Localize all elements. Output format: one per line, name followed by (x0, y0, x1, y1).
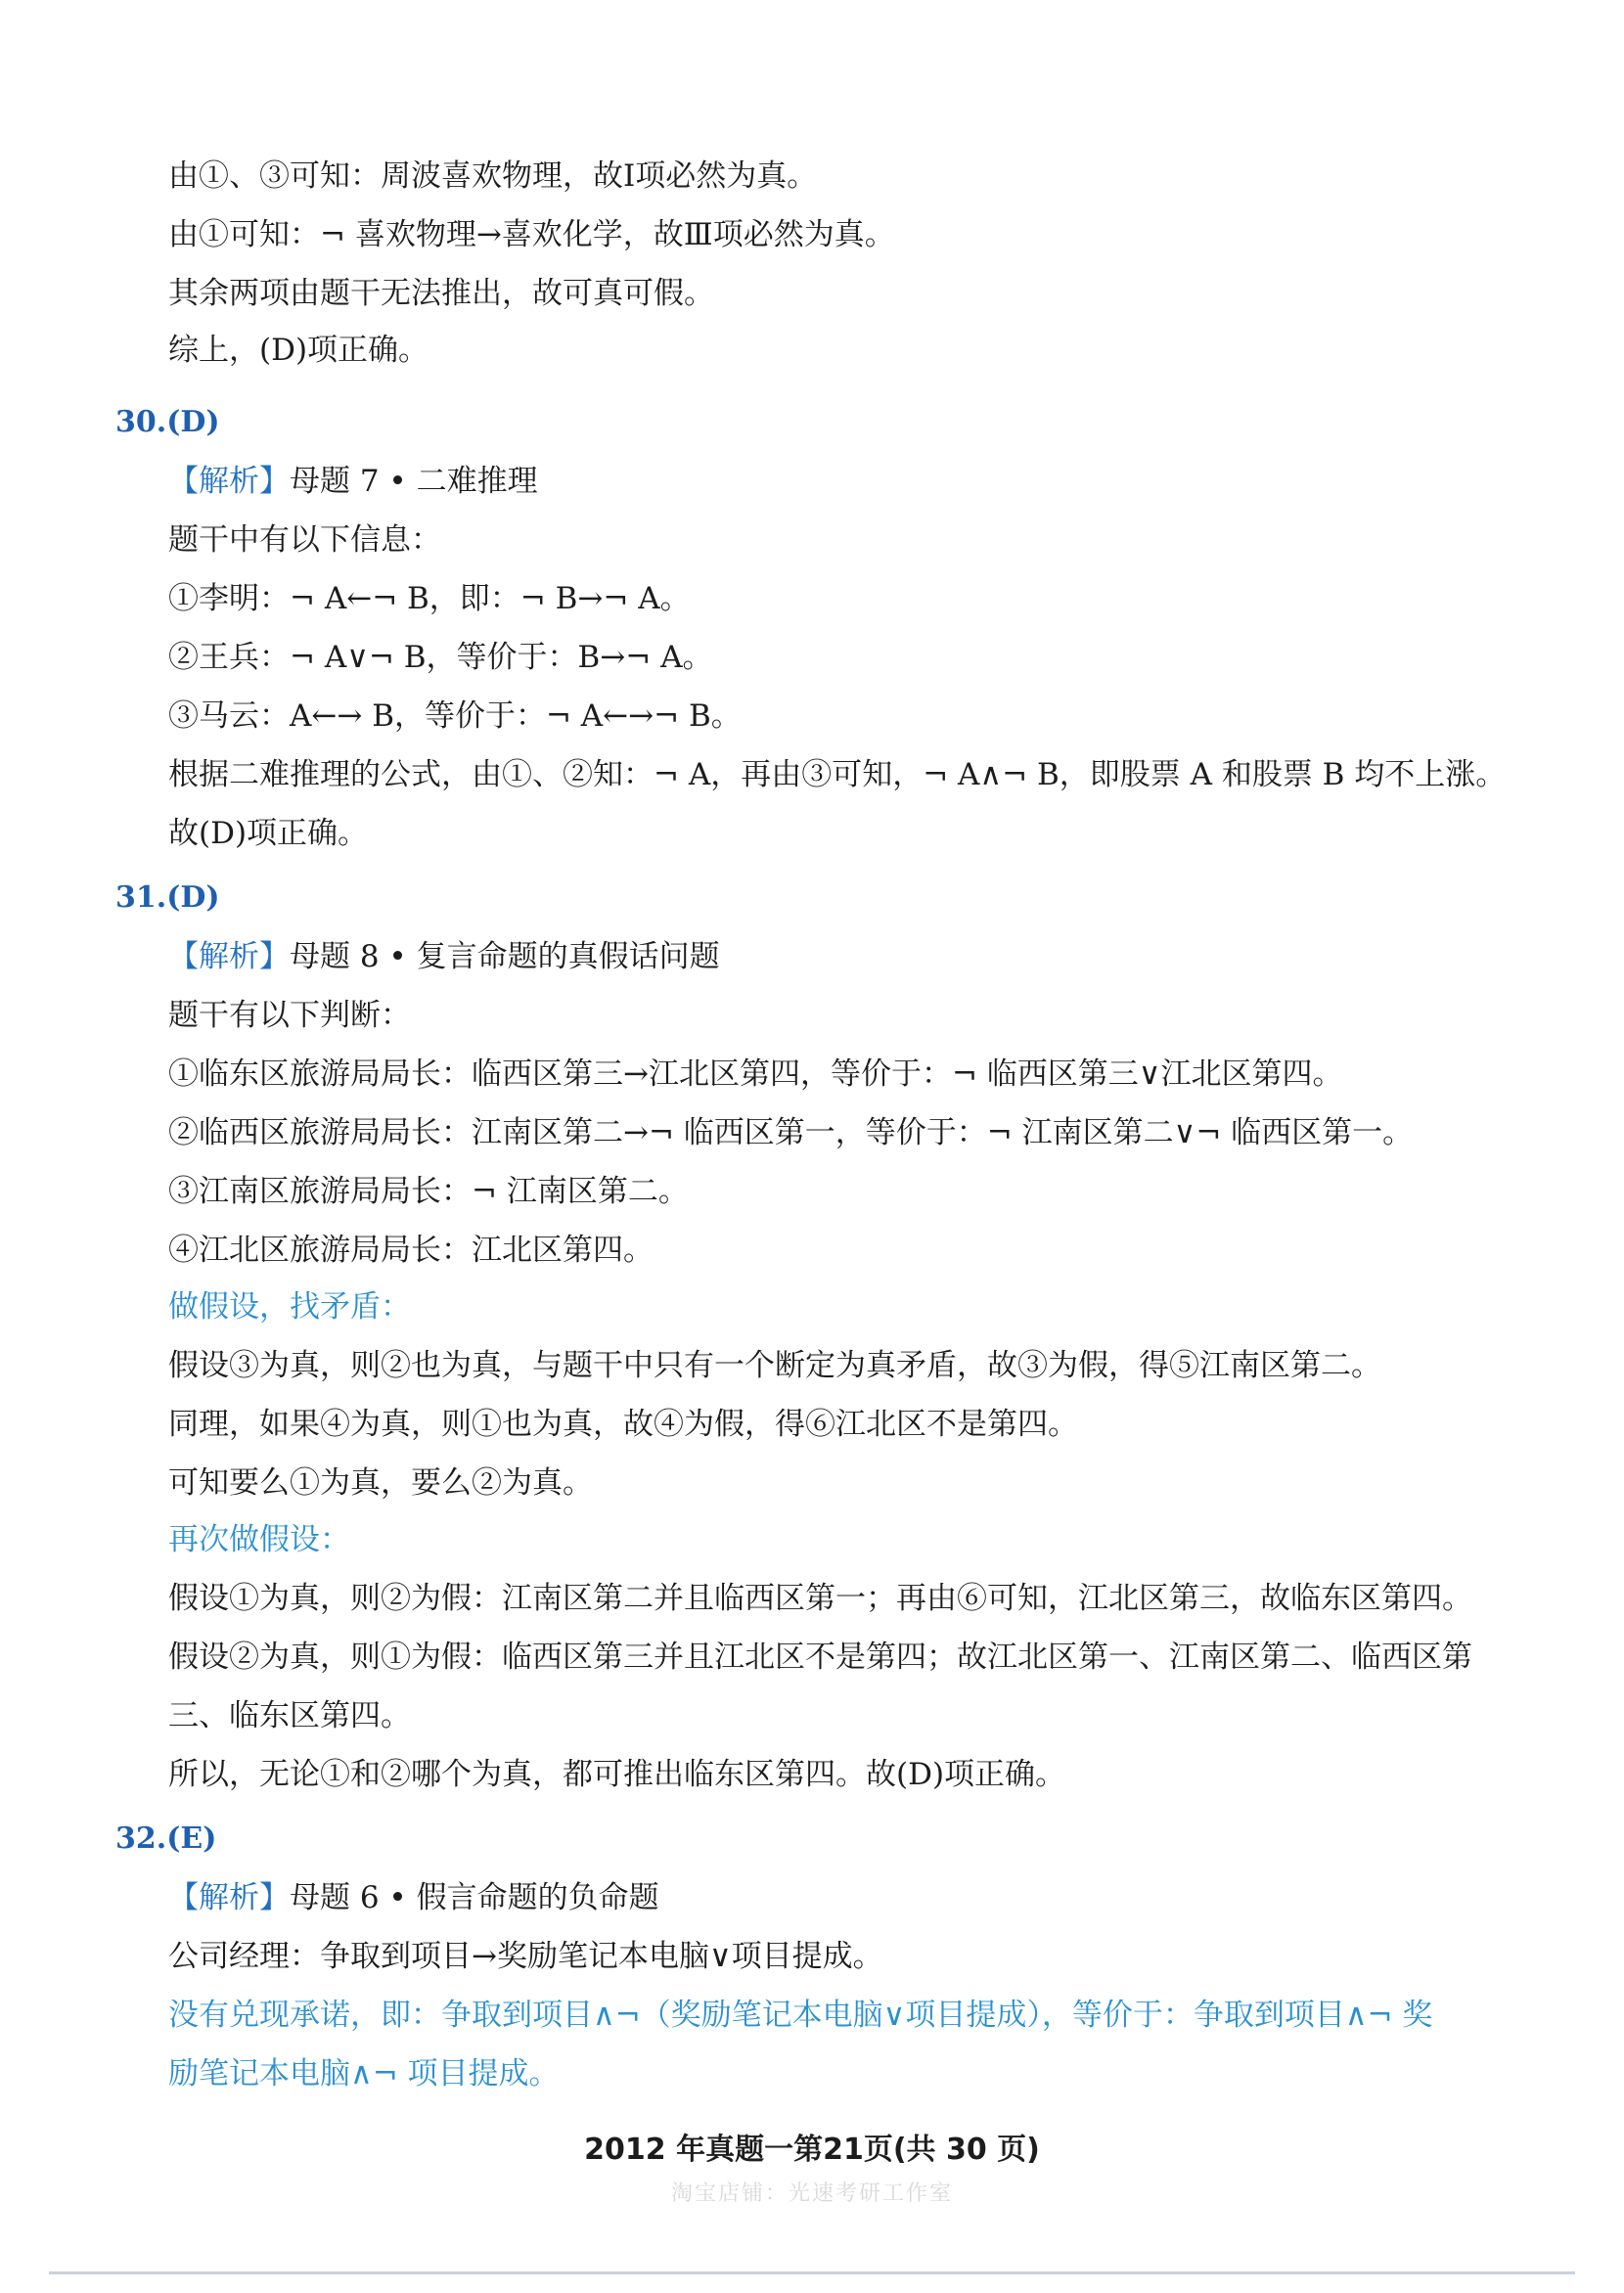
text-line: ①临东区旅游局局长：临西区第三→江北区第四，等价于：¬ 临西区第三∨江北区第四。 (168, 1057, 1343, 1092)
text-line: 同理，如果④为真，则①也为真，故④为假，得⑥江北区不是第四。 (168, 1407, 1078, 1442)
text-line: 其余两项由题干无法推出，故可真可假。 (168, 276, 714, 311)
text-line: ②王兵：¬ A∨¬ B，等价于：B→¬ A。 (168, 640, 713, 675)
text-line: 假设③为真，则②也为真，与题干中只有一个断定为真矛盾，故③为假，得⑤江南区第二。 (168, 1348, 1381, 1383)
analysis-topic: 母题 8 • 复言命题的真假话问题 (290, 939, 720, 974)
text-line: 综上，(D)项正确。 (168, 333, 429, 368)
text-line: 故(D)项正确。 (168, 816, 369, 851)
question-number-30 (115, 403, 220, 442)
text-line: 所以，无论①和②哪个为真，都可推出临东区第四。故(D)项正确。 (168, 1757, 1066, 1792)
text-line: ①李明：¬ A←¬ B，即：¬ B→¬ A。 (168, 581, 691, 616)
analysis-heading (168, 1878, 1460, 1917)
bottom-divider (49, 2271, 1575, 2274)
text-line: ②临西区旅游局局长：江南区第二→¬ 临西区第一，等价于：¬ 江南区第二∨¬ 临西区第一。 (168, 1115, 1414, 1150)
question-number-31 (115, 878, 220, 918)
text-line: 假设②为真，则①为假：临西区第三并且江北区不是第四；故江北区第一、江南区第二、临西区第 (168, 1640, 1472, 1675)
question-number: 32. (115, 1821, 167, 1856)
text-line: ③江南区旅游局局长：¬ 江南区第二。 (168, 1174, 689, 1209)
text-line: 根据二难推理的公式，由①、②知：¬ A，再由③可知，¬ A∧¬ B，即股票 A 和股票 B 均不上涨。 (168, 757, 1507, 792)
text-line: 可知要么①为真，要么②为真。 (168, 1465, 593, 1501)
page-footer: 2012 年真题一第21页(共 30 页) (584, 2133, 1040, 2167)
analysis-heading (168, 937, 1460, 976)
analysis-topic: 母题 7 • 二难推理 (290, 464, 538, 499)
question-answer: (D) (166, 405, 220, 439)
analysis-tag: 【解析】 (168, 464, 290, 499)
hint-line: 做假设，找矛盾： (168, 1289, 411, 1325)
analysis-heading (168, 462, 1460, 501)
text-line: 三、临东区第四。 (168, 1698, 411, 1733)
text-line: 题干有以下判断： (168, 998, 411, 1033)
analysis-tag: 【解析】 (168, 939, 290, 974)
text-line: 公司经理：争取到项目→奖励笔记本电脑∨项目提成。 (168, 1939, 883, 1974)
text-line: 由①、③可知：周波喜欢物理，故Ⅰ项必然为真。 (168, 158, 818, 194)
text-line: ③马云：A←→ B，等价于：¬ A←→¬ B。 (168, 698, 742, 734)
analysis-topic: 母题 6 • 假言命题的负命题 (290, 1880, 659, 1915)
text-line: 假设①为真，则②为假：江南区第二并且临西区第一；再由⑥可知，江北区第三，故临东区第四。 (168, 1581, 1472, 1616)
hint-line: 励笔记本电脑∧¬ 项目提成。 (168, 2056, 560, 2091)
question-answer: (E) (166, 1821, 217, 1856)
hint-line: 没有兑现承诺，即：争取到项目∧¬（奖励笔记本电脑∨项目提成），等价于：争取到项目∧¬ 奖 (168, 1998, 1433, 2033)
question-number: 30. (115, 405, 167, 439)
question-answer: (D) (166, 880, 220, 915)
question-number: 31. (115, 880, 167, 915)
text-line: ④江北区旅游局局长：江北区第四。 (168, 1233, 654, 1268)
analysis-tag: 【解析】 (168, 1880, 290, 1915)
text-line: 题干中有以下信息： (168, 522, 441, 558)
hint-line: 再次做假设： (168, 1522, 350, 1557)
watermark-text: 淘宝店铺：光速考研工作室 (670, 2181, 953, 2206)
text-line: 由①可知：¬ 喜欢物理→喜欢化学，故Ⅲ项必然为真。 (168, 217, 895, 252)
question-number-32 (115, 1820, 216, 1859)
